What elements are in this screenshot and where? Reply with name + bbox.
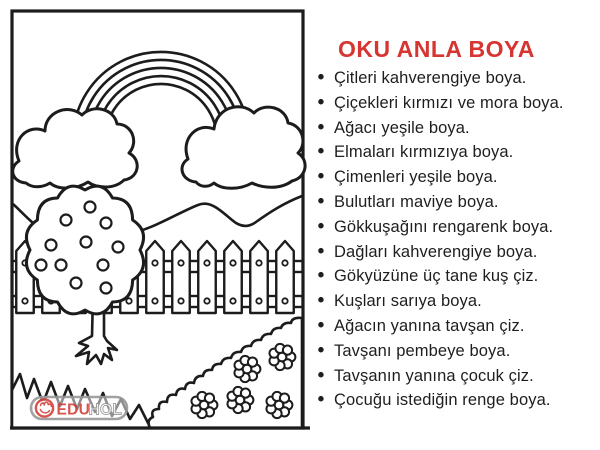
instruction-label: Elmaları kırmızıya boya. <box>334 143 514 162</box>
eduhol-watermark <box>31 397 127 419</box>
instruction-label: Ağacın yanına tavşan çiz. <box>334 316 525 335</box>
bullet-icon: • <box>317 91 325 113</box>
instruction-item <box>308 264 600 289</box>
instruction-item <box>308 190 600 215</box>
instruction-label: Gökkuşağını rengarenk boya. <box>334 217 554 236</box>
bullet-icon: • <box>317 116 325 138</box>
instruction-item <box>308 240 600 265</box>
instruction-item <box>308 289 600 314</box>
instruction-label: Tavşanın yanına çocuk çiz. <box>334 366 534 385</box>
bullet-icon: • <box>317 190 325 212</box>
instruction-label: Çocuğu istediğin renge boya. <box>334 391 551 410</box>
instruction-label: Çiçekleri kırmızı ve mora boya. <box>334 93 564 112</box>
instruction-item <box>308 91 600 116</box>
instruction-label: Tavşanı pembeye boya. <box>334 341 511 360</box>
bullet-icon: • <box>317 240 325 262</box>
instruction-item <box>308 339 600 364</box>
hand-logo-icon <box>36 399 53 416</box>
instruction-label: Ağacı yeşile boya. <box>334 118 470 137</box>
instruction-label: Çitleri kahverengiye boya. <box>334 69 527 87</box>
bullet-icon: • <box>317 67 325 88</box>
instruction-label: Gökyüzüne üç tane kuş çiz. <box>334 267 539 286</box>
instruction-item <box>308 66 600 91</box>
bullet-icon: • <box>317 215 325 237</box>
instruction-item <box>308 364 600 389</box>
watermark-text-edu: EDU <box>56 401 91 419</box>
instruction-item <box>308 165 600 190</box>
bullet-icon: • <box>317 339 325 361</box>
instruction-item <box>308 388 600 413</box>
instruction-item <box>308 314 600 339</box>
instruction-label: Çimenleri yeşile boya. <box>334 168 498 187</box>
bullet-icon: • <box>317 141 325 163</box>
instruction-label: Bulutları maviye boya. <box>334 192 499 211</box>
bullet-icon: • <box>317 364 325 386</box>
bullet-icon: • <box>317 166 325 188</box>
instruction-item <box>308 116 600 141</box>
bullet-icon: • <box>317 265 325 287</box>
instruction-item <box>308 215 600 240</box>
watermark-text-hol: HOL <box>88 401 123 419</box>
bullet-icon: • <box>317 290 325 312</box>
instructions-panel <box>308 36 600 413</box>
instruction-label: Dağları kahverengiye boya. <box>334 242 538 261</box>
page-title: OKU ANLA BOYA <box>338 36 535 62</box>
instruction-item <box>308 140 600 165</box>
instruction-label: Kuşları sarıya boya. <box>334 292 482 311</box>
bullet-icon: • <box>317 314 325 336</box>
instruction-list <box>308 66 600 413</box>
bullet-icon: • <box>317 389 325 411</box>
